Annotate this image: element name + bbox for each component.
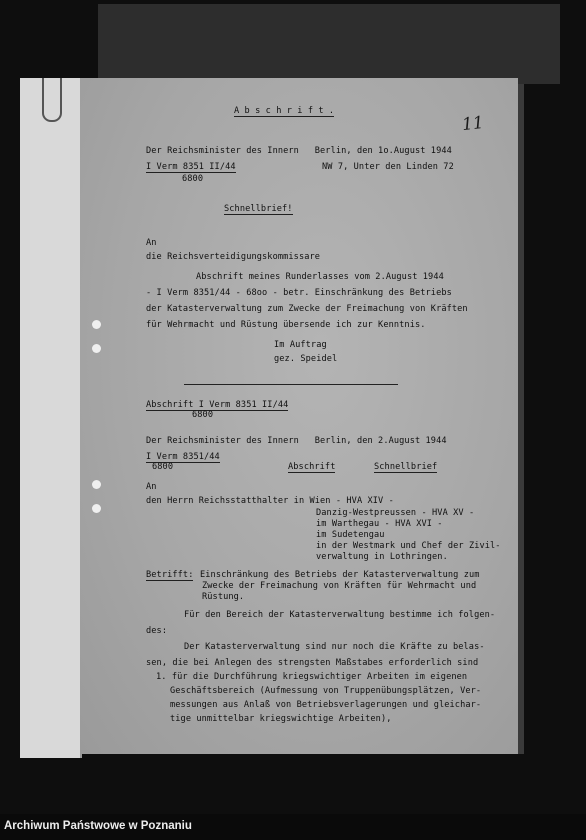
archive-footer xyxy=(0,814,586,840)
paragraph-line: der Katasterverwaltung zum Zwecke der Freimachung von Kräften xyxy=(146,304,468,314)
recipient: Danzig-Westpreussen - HVA XV - xyxy=(316,508,475,518)
section-divider xyxy=(184,384,398,385)
archive-name: Archiwum Państwowe w Poznaniu xyxy=(4,820,192,832)
paragraph-line: - I Verm 8351/44 - 68oo - betr. Einschränkung des Betriebs xyxy=(146,288,452,298)
file-number: 6800 xyxy=(192,410,214,420)
body-line: messungen aus Anlaß von Betriebsverlagerungen und gleichar- xyxy=(170,700,482,710)
file-number: 6800 xyxy=(182,174,204,184)
signature-name: gez. Speidel xyxy=(274,354,338,364)
paragraph-line: Abschrift meines Runderlasses vom 2.August 1944 xyxy=(196,272,444,282)
sender-line: Der Reichsminister des Innern Berlin, den 1o.August 1944 xyxy=(146,146,452,156)
signature-line: Im Auftrag xyxy=(274,340,327,350)
body-line: Geschäftsbereich (Aufmessung von Truppenübungsplätzen, Ver- xyxy=(170,686,482,696)
recipient: im Sudetengau xyxy=(316,530,385,540)
reference-number: I Verm 8351/44 xyxy=(146,452,220,462)
body-line: Der Katasterverwaltung sind nur noch die Kräfte zu belas- xyxy=(184,642,485,652)
reference-number: I Verm 8351 II/44 xyxy=(146,162,236,172)
doc-title: A b s c h r i f t . xyxy=(234,106,335,116)
recipient-prefix: An xyxy=(146,238,157,248)
body-line: sen, die bei Anlegen des strengsten Maßstabes erforderlich sind xyxy=(146,658,479,668)
paper-clip-icon xyxy=(42,78,62,122)
reference-number: Abschrift I Verm 8351 II/44 xyxy=(146,400,289,410)
punch-hole xyxy=(92,480,101,489)
recipient: verwaltung in Lothringen. xyxy=(316,552,448,562)
recipient-prefix: An xyxy=(146,482,157,492)
sender-line: Der Reichsminister des Innern Berlin, den 2.August 1944 xyxy=(146,436,447,446)
recipient: die Reichsverteidigungskommissare xyxy=(146,252,321,262)
recipient: im Warthegau - HVA XVI - xyxy=(316,519,443,529)
subject-label: Betrifft: xyxy=(146,570,194,580)
body-line: Für den Bereich der Katasterverwaltung bestimme ich folgen- xyxy=(184,610,496,620)
file-number: 6800 xyxy=(152,462,174,472)
recipient: in der Westmark und Chef der Zivil- xyxy=(316,541,501,551)
punch-hole xyxy=(92,344,101,353)
urgent-letter-heading: Schnellbrief! xyxy=(224,204,293,214)
copy-label: Abschrift xyxy=(288,462,336,472)
subject-line: Einschränkung des Betriebs der Katasterverwaltung zum xyxy=(200,570,480,580)
paragraph-line: für Wehrmacht und Rüstung übersende ich zur Kenntnis. xyxy=(146,320,426,330)
subject-line: Rüstung. xyxy=(202,592,245,602)
punch-hole xyxy=(92,504,101,513)
punch-hole xyxy=(92,320,101,329)
handwritten-page-number: 11 xyxy=(461,112,485,136)
urgent-letter-label: Schnellbrief xyxy=(374,462,438,472)
body-line: 1. für die Durchführung kriegswichtiger Arbeiten im eigenen xyxy=(156,672,468,682)
body-line: tige unmittelbar kriegswichtige Arbeiten), xyxy=(170,714,392,724)
back-sheet xyxy=(98,4,560,84)
address-line: NW 7, Unter den Linden 72 xyxy=(322,162,454,172)
body-line: des: xyxy=(146,626,168,636)
subject-line: Zwecke der Freimachung von Kräften für Wehrmacht und xyxy=(202,581,477,591)
document-page xyxy=(80,78,518,754)
clip-strip xyxy=(20,78,82,758)
recipient: den Herrn Reichsstatthalter in Wien - HVA XIV - xyxy=(146,496,394,506)
